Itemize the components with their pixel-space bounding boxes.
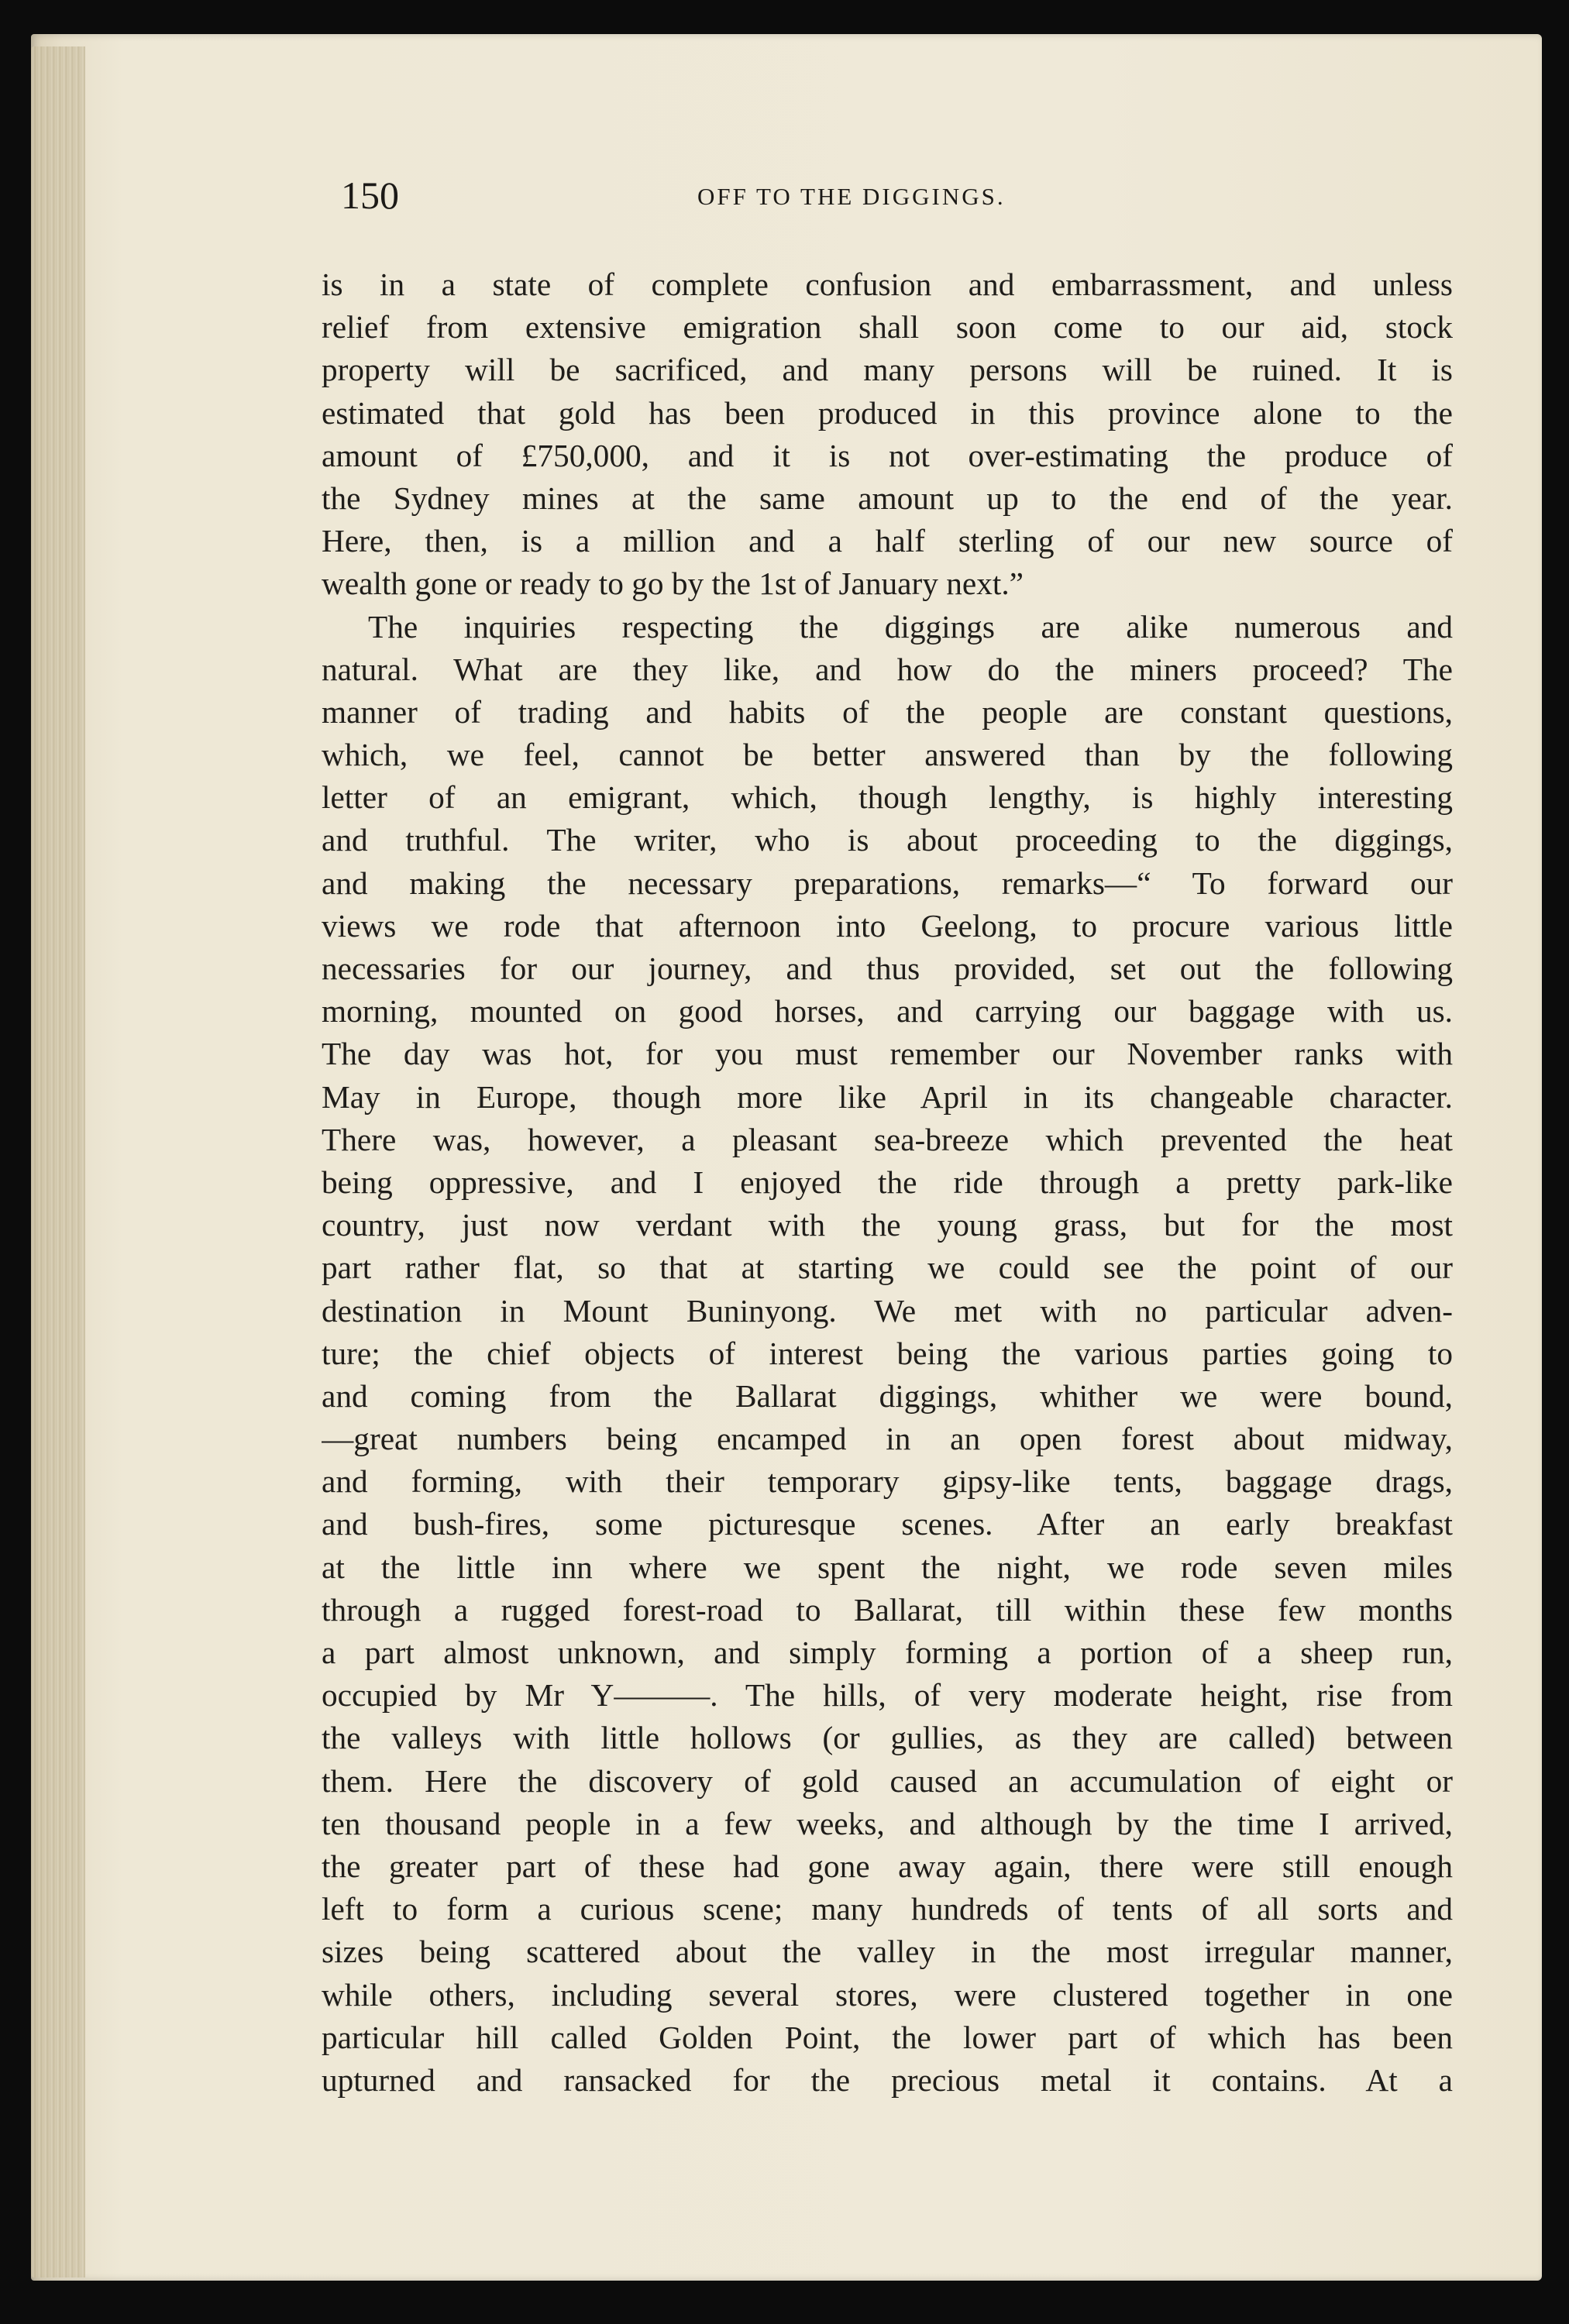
text-line: sizes being scattered about the valley in the most irregular manner, bbox=[322, 1934, 1453, 1970]
text-line: part rather flat, so that at starting we could see the point of our bbox=[322, 1250, 1453, 1286]
text-line: particular hill called Golden Point, the lower part of which has been bbox=[322, 2019, 1453, 2055]
text-line: occupied by Mr Y———. The hills, of very moderate height, rise from bbox=[322, 1677, 1453, 1714]
page-edges bbox=[31, 46, 85, 2278]
text-line: relief from extensive emigration shall soon come to our aid, stock bbox=[322, 309, 1453, 346]
text-line: necessaries for our journey, and thus provided, set out the following bbox=[322, 951, 1453, 986]
text-line: and truthful. The writer, who is about proceeding to the diggings, bbox=[322, 822, 1453, 858]
running-title: OFF TO THE DIGGINGS. bbox=[697, 183, 1006, 210]
text-line: which, we feel, cannot be better answered than by the following bbox=[322, 737, 1453, 773]
text-line: —great numbers being encamped in an open forest about midway, bbox=[322, 1421, 1453, 1457]
text-line: Here, then, is a million and a half sterling of our new source of bbox=[322, 523, 1453, 559]
text-line: morning, mounted on good horses, and carrying our baggage with us. bbox=[322, 993, 1453, 1030]
text-line: There was, however, a pleasant sea-breeze which prevented the heat bbox=[322, 1121, 1453, 1157]
text-line: at the little inn where we spent the night, we rode seven miles bbox=[322, 1549, 1453, 1585]
text-line: views we rode that afternoon into Geelong, to procure various little bbox=[322, 907, 1453, 944]
text-line: being oppressive, and I enjoyed the ride through a pretty park-like bbox=[322, 1164, 1453, 1200]
text-line: left to form a curious scene; many hundreds of tents of all sorts and bbox=[322, 1891, 1453, 1927]
text-line: a part almost unknown, and simply forming a portion of a sheep run, bbox=[322, 1635, 1453, 1670]
text-line: letter of an emigrant, which, though lengthy, is highly interesting bbox=[322, 779, 1453, 816]
text-line: upturned and ransacked for the precious metal it contains. At a bbox=[322, 2061, 1453, 2098]
body-text bbox=[322, 263, 1453, 2102]
text-line: destination in Mount Buninyong. We met with no particular adven- bbox=[322, 1292, 1453, 1329]
text-line: and making the necessary preparations, remarks—“ To forward our bbox=[322, 865, 1453, 901]
text-line: ten thousand people in a few weeks, and although by the time I arrived, bbox=[322, 1805, 1453, 1841]
text-line: manner of trading and habits of the people are constant questions, bbox=[322, 693, 1453, 730]
text-line: natural. What are they like, and how do the miners proceed? The bbox=[322, 651, 1453, 687]
text-line: the valleys with little hollows (or gullies, as they are called) between bbox=[322, 1720, 1453, 1756]
text-line: and bush-fires, some picturesque scenes. After an early breakfast bbox=[322, 1506, 1453, 1542]
text-line: them. Here the discovery of gold caused an accumulation of eight or bbox=[322, 1762, 1453, 1799]
text-line: May in Europe, though more like April in its changeable character. bbox=[322, 1078, 1453, 1115]
text-line: through a rugged forest-road to Ballarat, till within these few months bbox=[322, 1591, 1453, 1628]
text-line: country, just now verdant with the young grass, but for the most bbox=[322, 1207, 1453, 1243]
text-line: the Sydney mines at the same amount up to the end of the year. bbox=[322, 480, 1453, 516]
text-line: is in a state of complete confusion and embarrassment, and unless bbox=[322, 266, 1453, 302]
text-line: and coming from the Ballarat diggings, whither we were bound, bbox=[322, 1377, 1453, 1414]
text-line: ture; the chief objects of interest being the various parties going to bbox=[322, 1335, 1453, 1371]
text-line: wealth gone or ready to go by the 1st of January next.” bbox=[322, 566, 1024, 602]
text-line: and forming, with their temporary gipsy-like tents, baggage drags, bbox=[322, 1463, 1453, 1500]
page-number: 150 bbox=[341, 174, 399, 217]
text-line: property will be sacrificed, and many persons will be ruined. It is bbox=[322, 352, 1453, 388]
text-line: The day was hot, for you must remember our November ranks with bbox=[322, 1036, 1453, 1072]
text-line: amount of £750,000, and it is not over-estimating the produce of bbox=[322, 437, 1453, 473]
text-line: estimated that gold has been produced in this province alone to the bbox=[322, 394, 1453, 431]
text-line: the greater part of these had gone away again, there were still enough bbox=[322, 1848, 1453, 1884]
page-header bbox=[341, 172, 1441, 218]
text-line: while others, including several stores, were clustered together in one bbox=[322, 1976, 1453, 2013]
text-line: The inquiries respecting the diggings are alike numerous and bbox=[368, 608, 1453, 645]
